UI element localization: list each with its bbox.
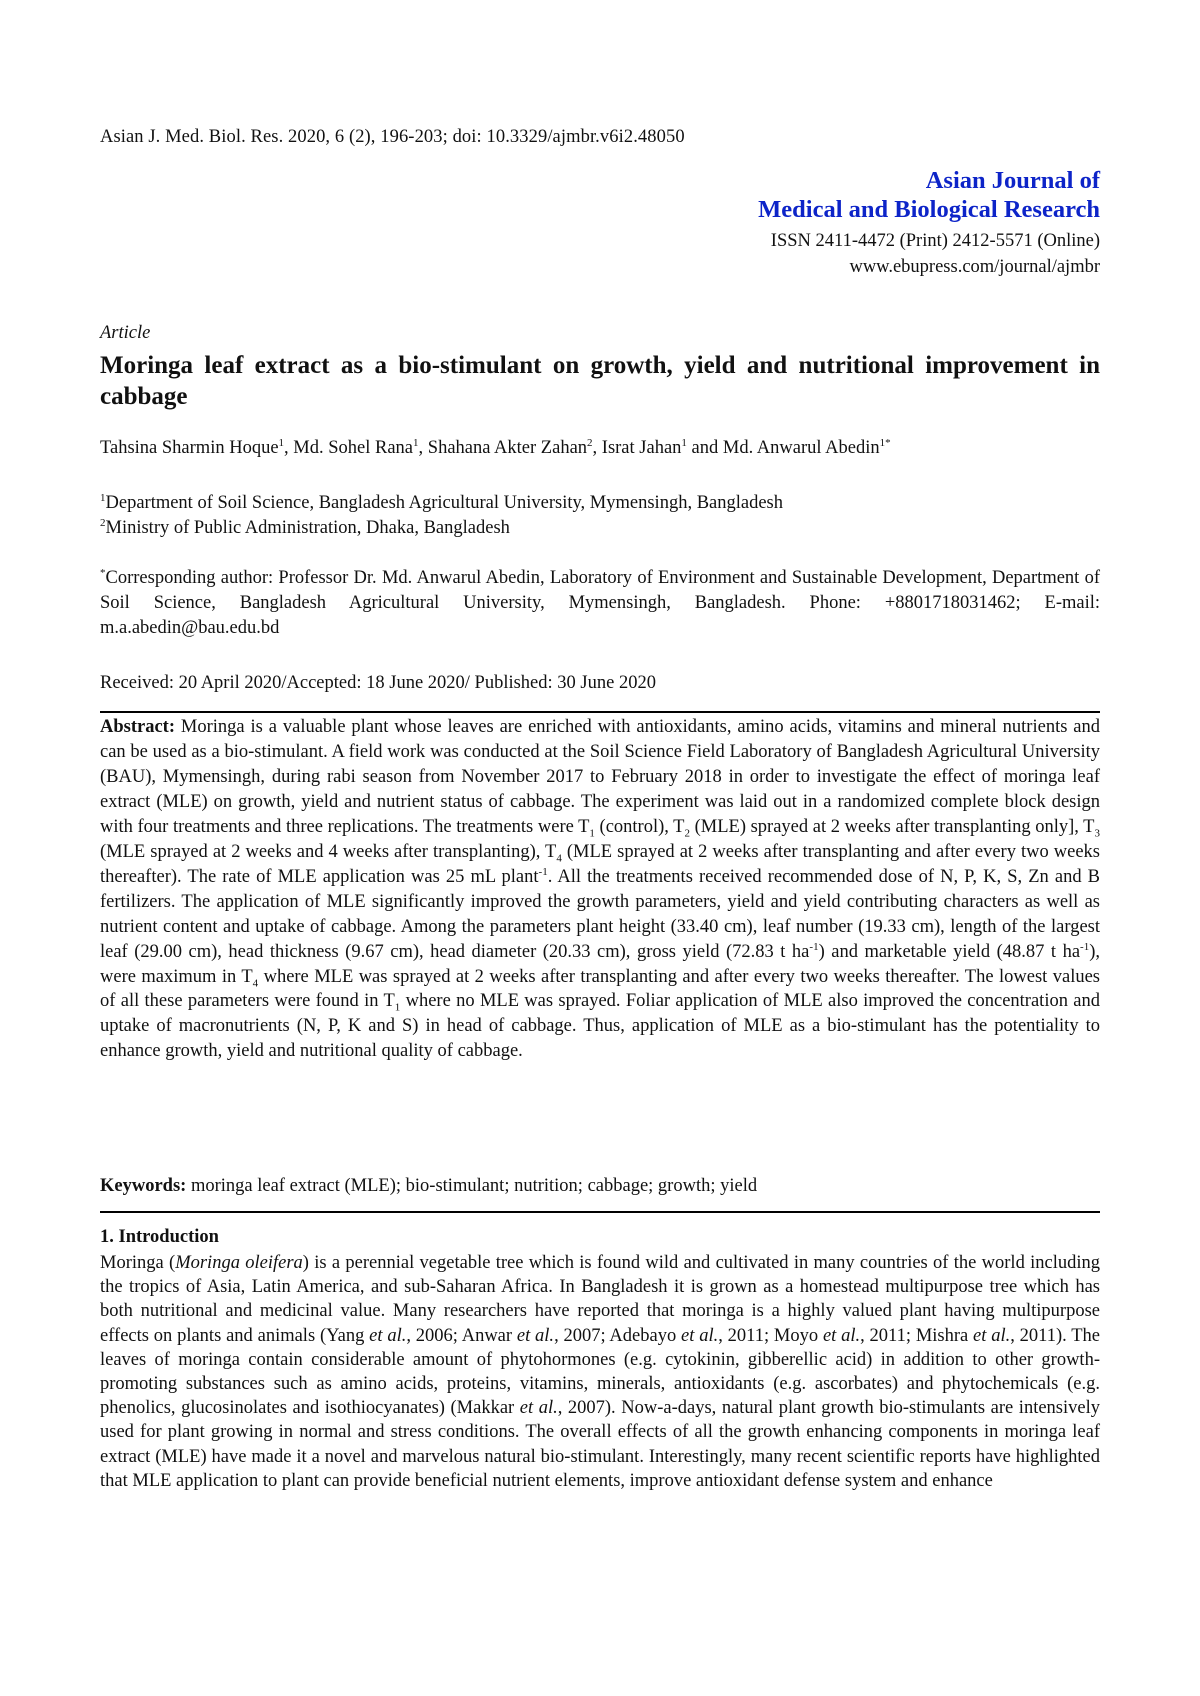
- abstract-text: (control), T: [594, 816, 685, 837]
- et-al: et al.: [681, 1325, 719, 1346]
- section-heading: 1. Introduction: [100, 1227, 219, 1247]
- issn: ISSN 2411-4472 (Print) 2412-5571 (Online): [770, 231, 1100, 251]
- author-affiliation-mark: 2: [587, 436, 593, 449]
- abstract-text: (MLE sprayed at 2 weeks and 4 weeks after transplanting), T: [100, 841, 557, 862]
- publication-dates: Received: 20 April 2020/Accepted: 18 June 2020/ Published: 30 June 2020: [100, 673, 656, 693]
- abstract-label: Abstract:: [100, 717, 176, 737]
- divider: [100, 711, 1100, 713]
- corresponding-mark: *: [100, 566, 106, 579]
- author-affiliation-mark: 1: [681, 436, 687, 449]
- body-text: , 2006; Anwar: [406, 1325, 517, 1346]
- corresponding-author: [100, 566, 1100, 641]
- subscript: 4: [556, 852, 562, 865]
- body-text: , 2007; Adebayo: [554, 1325, 682, 1346]
- body-text: , 2011; Mishra: [860, 1325, 974, 1346]
- affiliation-text: Department of Soil Science, Bangladesh Agricultural University, Mymensingh, Bangladesh: [105, 493, 784, 513]
- body-text: Moringa (: [100, 1253, 176, 1273]
- author-separator: and: [686, 438, 723, 458]
- author-list: [100, 438, 891, 459]
- et-al: et al.: [519, 1398, 558, 1419]
- body-text: , 2007). Now-a-days, natural plant growth bio-stimulants are intensively used for plant growing in normal and stress conditions. The overall effects of all the growth enhancing components in moringa leaf extract (MLE) have made it a novel and marvelous natural bio-stimulant. Interestingly, many recent scientific reports have highlighted that MLE application to plant can provide beneficial nutrient elements, improve antioxidant defense system and enhance: [100, 1398, 1100, 1491]
- author-name: Md. Sohel Rana: [293, 438, 414, 458]
- affiliation-item: [100, 491, 783, 516]
- author-name: Israt Jahan: [601, 438, 682, 458]
- author-name: Md. Anwarul Abedin: [722, 438, 880, 458]
- et-al: et al.: [973, 1325, 1011, 1346]
- subscript: 4: [252, 977, 259, 990]
- abstract-text: where MLE was sprayed at 2 weeks after transplanting and after every two weeks thereafter. The lowest values of all these parameters were found in T: [100, 966, 1100, 1012]
- affiliation-text: Ministry of Public Administration, Dhaka, Bangladesh: [105, 518, 510, 538]
- et-al: et al.: [822, 1325, 861, 1346]
- et-al: et al.: [369, 1325, 407, 1346]
- keywords-text: moringa leaf extract (MLE); bio-stimulant; nutrition; cabbage; growth; yield: [186, 1176, 758, 1196]
- abstract-text: (MLE) sprayed at 2 weeks after transplanting only], T: [689, 816, 1095, 837]
- author-name: Shahana Akter Zahan: [427, 438, 588, 458]
- journal-url: www.ebupress.com/journal/ajmbr: [849, 257, 1100, 277]
- subscript: 1: [589, 827, 595, 840]
- author-separator: ,: [592, 438, 602, 458]
- affiliations: [100, 491, 783, 541]
- keywords: [100, 1176, 757, 1197]
- author-affiliation-mark: 1: [278, 436, 285, 449]
- affiliation-item: [100, 516, 783, 541]
- journal-title-line2: Medical and Biological Research: [758, 196, 1100, 223]
- journal-header: [758, 166, 1100, 280]
- affiliation-number: 2: [100, 516, 106, 529]
- author-name: Tahsina Sharmin Hoque: [100, 438, 279, 458]
- body-text: , 2011; Moyo: [718, 1325, 823, 1346]
- subscript: 2: [684, 827, 690, 840]
- corresponding-text: Corresponding author: Professor Dr. Md. Anwarul Abedin, Laboratory of Environment and Sustainable Development, Department of Soil Science, Bangladesh Agricultural University, Mymensingh, Bangladesh. Phone: +8801718031462; E-mail: m.a.abedin@bau.edu.bd: [100, 568, 1100, 638]
- abstract-text: Moringa is a valuable plant whose leaves are enriched with antioxidants, amino acids, vitamins and mineral nutrients and can be used as a bio-stimulant. A field work was conducted at the Soil Science Field Laboratory of Bangladesh Agricultural University (BAU), Mymensingh, during rabi season from November 2017 to February 2018 in order to investigate the effect of moringa leaf extract (MLE) on growth, yield and nutrient status of cabbage. The experiment was laid out in a randomized complete block design with four treatments and three replications. The treatments were T: [100, 717, 1101, 837]
- article-title: Moringa leaf extract as a bio-stimulant on growth, yield and nutritional improvement in cabbage: [100, 352, 1100, 410]
- author-separator: ,: [418, 438, 428, 458]
- article-type: Article: [100, 323, 151, 343]
- abstract-text: . All the treatments received recommended dose of N, P, K, S, Zn and B fertilizers. The application of MLE significantly improved the growth parameters, yield and yield contributing characters as well as nutrient content and uptake of cabbage. Among the parameters plant height (33.40 cm), leaf number (19.33 cm), length of the largest leaf (29.00 cm), head thickness (9.67 cm), head diameter (20.33 cm), gross yield (72.83 t ha: [100, 866, 1101, 962]
- species-name: Moringa oleifera: [175, 1253, 303, 1273]
- body-text: ) is a perennial vegetable tree which is found wild and cultivated in many countries of the world including the tropics of Asia, Latin America, and sub-Saharan Africa. In Bangladesh it is grown as a homestead multipurpose tree which has both nutritional and medicinal value. Many researchers have reported that moringa is a highly valued plant having multipurpose effects on plants and animals (Yang: [100, 1253, 1101, 1346]
- superscript: -1: [809, 940, 819, 953]
- affiliation-number: 1: [100, 491, 106, 504]
- abstract-text: where no MLE was sprayed. Foliar application of MLE also improved the concentration and uptake of macronutrients (N, P, K and S) in head of cabbage. Thus, application of MLE as a bio-stimulant has the potentiality to enhance growth, yield and nutritional quality of cabbage.: [100, 991, 1100, 1062]
- abstract-text: ), were maximum in T: [100, 941, 1100, 987]
- author-affiliation-mark: 1: [413, 436, 419, 449]
- body-text: , 2011). The leaves of moringa contain considerable amount of phytohormones (e.g. cytokinin, gibberellic acid) in addition to other growth-promoting substances such as amino acids, proteins, vitamins, minerals, antioxidants (e.g. ascorbates) and phytochemicals (e.g. phenolics, glucosinolates and isothiocyanates) (Makkar: [100, 1325, 1101, 1419]
- abstract-text: ) and marketable yield (48.87 t ha: [818, 941, 1081, 962]
- subscript: 1: [394, 1002, 401, 1015]
- superscript: -1: [538, 865, 548, 878]
- divider: [100, 1211, 1100, 1213]
- abstract-text: (MLE sprayed at 2 weeks after transplanting and after every two weeks thereafter). The rate of MLE application was 25 mL plant: [100, 841, 1100, 887]
- abstract: [100, 715, 1100, 1064]
- et-al: et al.: [516, 1325, 555, 1346]
- introduction-text: [100, 1251, 1100, 1493]
- paper-page: [100, 0, 1100, 1696]
- author-separator: ,: [284, 438, 294, 458]
- citation-line: Asian J. Med. Biol. Res. 2020, 6 (2), 196-203; doi: 10.3329/ajmbr.v6i2.48050: [100, 127, 685, 147]
- keywords-label: Keywords:: [100, 1176, 187, 1196]
- journal-title-line1: Asian Journal of: [925, 167, 1100, 194]
- subscript: 3: [1094, 827, 1100, 840]
- superscript: -1: [1080, 940, 1090, 953]
- author-affiliation-mark: 1*: [879, 436, 891, 449]
